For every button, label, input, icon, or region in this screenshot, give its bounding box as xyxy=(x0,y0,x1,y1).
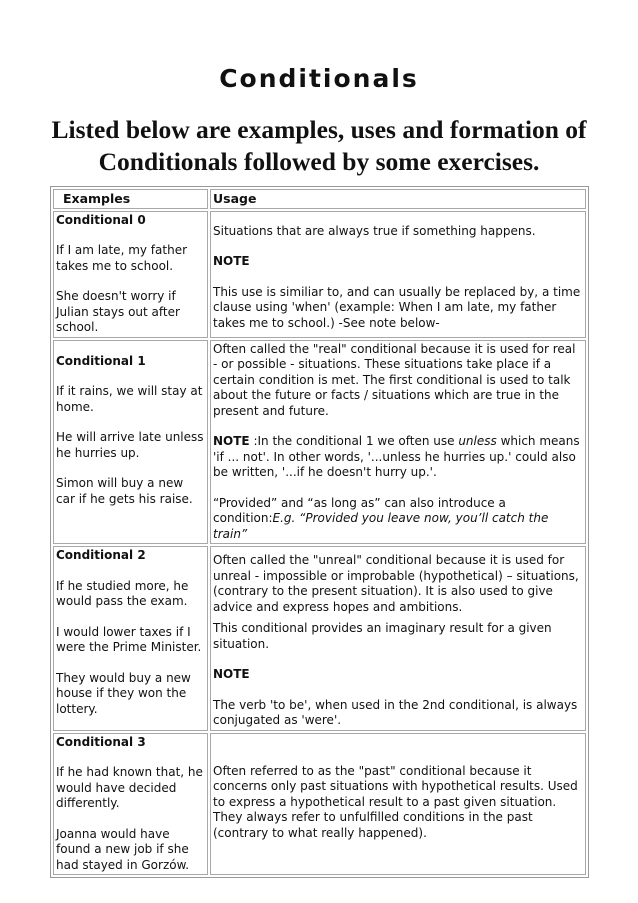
table-row-conditional-2 xyxy=(53,546,586,731)
conditional-1-provided: “Provided” and “as long as” can also introduce a condition: xyxy=(213,495,506,525)
conditional-1-example-eg: E.g. “Provided you leave now, you’ll catch the train” xyxy=(213,511,549,541)
conditional-2-heading: Conditional 2 xyxy=(56,548,146,562)
conditional-2-usage-1: Often called the "unreal" conditional because it is used for unreal - impossible or improbable (hypothetical) – situations, (contrary to the present situation). It is also used to give advice and express hopes and ambitions. xyxy=(213,553,579,614)
conditional-2-example-1: If he studied more, he would pass the exam. xyxy=(56,578,189,608)
conditional-1-usage-3 xyxy=(213,496,583,543)
conditional-1-note-unless: unless xyxy=(458,434,497,448)
conditional-2-note-label: NOTE xyxy=(213,667,250,681)
conditional-0-example-2: She doesn't worry if Julian stays out after school. xyxy=(56,289,180,334)
header-examples: Examples xyxy=(53,189,208,209)
conditional-1-heading: Conditional 1 xyxy=(56,353,146,368)
page-title: Conditionals xyxy=(219,64,419,93)
examples-cell-1 xyxy=(53,340,208,545)
conditional-3-heading: Conditional 3 xyxy=(56,734,146,749)
examples-cell-3 xyxy=(53,733,208,876)
table-row-conditional-0 xyxy=(53,211,586,338)
table-row-conditional-3 xyxy=(53,733,586,876)
header-usage: Usage xyxy=(210,189,586,209)
conditional-2-example-2: I would lower taxes if I were the Prime Minister. xyxy=(56,624,202,654)
table-row-conditional-1 xyxy=(53,340,586,545)
conditional-0-note-label: NOTE xyxy=(213,254,250,268)
usage-cell-1 xyxy=(210,340,586,545)
conditional-1-usage-1: Often called the "real" conditional because it is used for real - or possible - situations. These situations take place if a certain condition is met. The first conditional is used to talk about the future or facts / situations which are true in the present and future. xyxy=(213,341,576,418)
conditional-1-example-3: Simon will buy a new car if he gets his raise. xyxy=(56,476,193,506)
conditional-0-heading: Conditional 0 xyxy=(56,212,146,227)
conditional-0-usage-1: Situations that are always true if something happens. xyxy=(213,223,536,238)
conditional-3-usage-1: Often referred to as the "past" conditional because it concerns only past situations with hypothetical results. Used to express a hypothetical result to a past given situation. They always refer to unfulfilled conditions in the past (contrary to what really happened). xyxy=(213,763,578,840)
conditional-1-example-1: If it rains, we will stay at home. xyxy=(56,384,203,414)
conditional-1-note-a: :In the conditional 1 we often use xyxy=(249,434,459,448)
examples-cell-0 xyxy=(53,211,208,338)
table-header-row xyxy=(53,189,586,209)
conditional-0-usage-2: This use is similiar to, and can usually be replaced by, a time clause using 'when' (example: When I am late, my father takes me to school.) -See note below- xyxy=(213,284,581,330)
conditional-2-usage-3: The verb 'to be', when used in the 2nd conditional, is always conjugated as 'were'. xyxy=(213,697,578,727)
conditional-3-example-2: Joanna would have found a new job if she had stayed in Gorzów. xyxy=(56,826,190,872)
conditionals-table xyxy=(50,186,589,878)
usage-cell-3 xyxy=(210,733,586,876)
usage-cell-0 xyxy=(210,211,586,338)
conditional-2-usage-2: This conditional provides an imaginary result for a given situation. xyxy=(213,621,552,651)
conditional-0-example-1: If I am late, my father takes me to school. xyxy=(56,243,188,273)
conditional-3-example-1: If he had known that, he would have decided differently. xyxy=(56,765,203,810)
conditional-1-example-2: He will arrive late unless he hurries up. xyxy=(56,430,204,460)
usage-cell-2 xyxy=(210,546,586,731)
examples-cell-2 xyxy=(53,546,208,731)
conditional-1-note-label: NOTE xyxy=(213,434,250,448)
conditional-2-example-3: They would buy a new house if they won the lottery. xyxy=(56,670,191,716)
conditional-1-note xyxy=(213,434,583,481)
conditional-1-note-b: which means 'if ... not'. In other words, '...unless he hurries up.' could also be written, '...if he doesn't hurry up.'. xyxy=(213,434,580,479)
page-subtitle: Listed below are examples, uses and formation of Conditionals followed by some exercises. xyxy=(51,115,587,176)
